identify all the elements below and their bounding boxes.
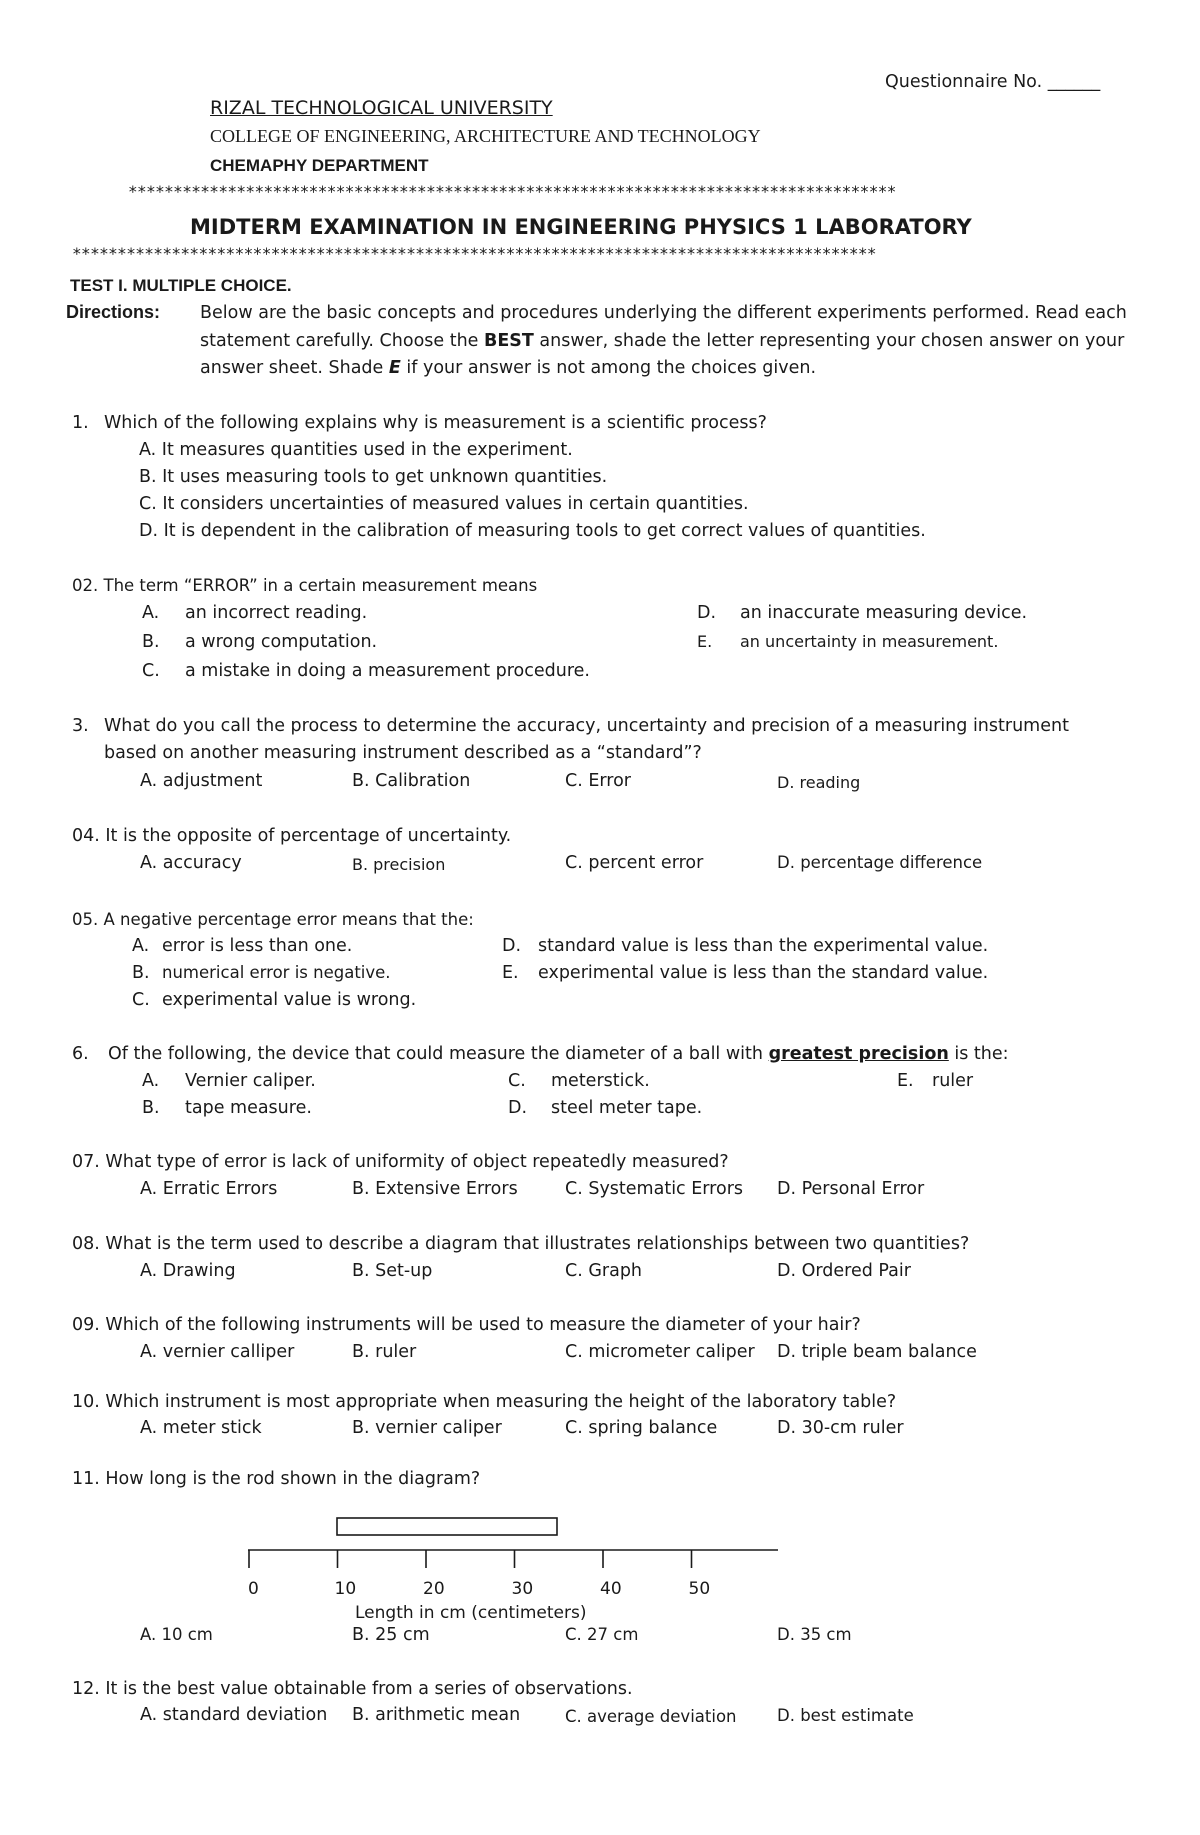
option-a: A. meter stick xyxy=(140,1418,262,1438)
option-b: B. vernier caliper xyxy=(352,1418,502,1438)
greatest-precision-emphasis: greatest precision xyxy=(768,1044,949,1064)
ruler-diagram xyxy=(230,1508,790,1628)
option-b: a wrong computation. xyxy=(185,632,378,652)
option-e-letter: E. xyxy=(897,1071,914,1091)
option-c: a mistake in doing a measurement procedure. xyxy=(185,661,590,681)
option-c: C. micrometer caliper xyxy=(565,1342,755,1362)
option-b: B. Extensive Errors xyxy=(352,1179,518,1199)
option-e: ruler xyxy=(932,1071,974,1091)
question-number: 3. xyxy=(72,716,89,736)
option-b: B. Calibration xyxy=(352,771,471,791)
ruler-tick-label: 40 xyxy=(600,1579,622,1599)
option-d: D. percentage difference xyxy=(777,853,983,872)
question-text: 07. What type of error is lack of uniformity of object repeatedly measured? xyxy=(72,1152,729,1172)
option-d: an inaccurate measuring device. xyxy=(740,603,1028,623)
test-heading: TEST I. MULTIPLE CHOICE. xyxy=(70,276,292,295)
option-a: an incorrect reading. xyxy=(185,603,368,623)
questionnaire-number: Questionnaire No. ______ xyxy=(885,72,1101,92)
separator-top: ************************************************************************************* xyxy=(128,182,896,201)
option-b: B. 25 cm xyxy=(352,1625,430,1645)
option-a: error is less than one. xyxy=(162,936,353,956)
option-a-letter: A. xyxy=(142,603,160,623)
university-name: RIZAL TECHNOLOGICAL UNIVERSITY xyxy=(210,97,553,119)
question-text: Which of the following explains why is measurement is a scientific process? xyxy=(104,413,767,433)
question-text: 12. It is the best value obtainable from a series of observations. xyxy=(72,1679,633,1699)
question-number: 1. xyxy=(72,413,89,433)
question-text: 04. It is the opposite of percentage of uncertainty. xyxy=(72,826,512,846)
option-b-letter: B. xyxy=(142,1098,160,1118)
ruler-ticks xyxy=(249,1550,692,1568)
option-a: A. Erratic Errors xyxy=(140,1179,278,1199)
option-c-letter: C. xyxy=(132,990,150,1010)
option-b: B. ruler xyxy=(352,1342,417,1362)
option-e-letter: E. xyxy=(502,963,519,983)
option-c: C. Systematic Errors xyxy=(565,1179,744,1199)
ruler-axis-label: Length in cm (centimeters) xyxy=(355,1603,587,1623)
option-d: D. reading xyxy=(777,773,861,792)
option-d-letter: D. xyxy=(502,936,522,956)
option-b: B. It uses measuring tools to get unknown quantities. xyxy=(139,467,608,487)
option-b: B. precision xyxy=(352,855,446,874)
option-d-letter: D. xyxy=(508,1098,528,1118)
question-text: 10. Which instrument is most appropriate when measuring the height of the laboratory table? xyxy=(72,1392,897,1412)
ruler-tick-label: 50 xyxy=(688,1579,711,1599)
option-e: an uncertainty in measurement. xyxy=(740,632,999,651)
exam-title: MIDTERM EXAMINATION IN ENGINEERING PHYSICS 1 LABORATORY xyxy=(190,215,972,239)
option-b: numerical error is negative. xyxy=(162,963,391,982)
question-text: 11. How long is the rod shown in the diagram? xyxy=(72,1469,481,1489)
option-d: D. Personal Error xyxy=(777,1179,925,1199)
ruler-tick-label: 0 xyxy=(248,1579,259,1599)
option-a: A. accuracy xyxy=(140,853,242,873)
option-b-letter: B. xyxy=(142,632,160,652)
option-d: standard value is less than the experimental value. xyxy=(538,936,989,956)
question-text: 08. What is the term used to describe a diagram that illustrates relationships between two quantities? xyxy=(72,1234,970,1254)
question-text: 05. A negative percentage error means that the: xyxy=(72,910,474,929)
option-b-letter: B. xyxy=(132,963,150,983)
directions-label: Directions: xyxy=(66,302,161,322)
question-text-line-2: based on another measuring instrument described as a “standard”? xyxy=(104,743,702,763)
question-text: Of the following, the device that could measure the diameter of a ball with greatest precision is the: xyxy=(108,1044,1009,1064)
option-d: D. 30-cm ruler xyxy=(777,1418,904,1438)
option-c: C. 27 cm xyxy=(565,1625,639,1644)
directions-best-emphasis: BEST xyxy=(484,330,534,351)
separator-bottom: ***************************************************************************************** xyxy=(72,244,876,263)
option-a-letter: A. xyxy=(132,936,150,956)
option-b: B. Set-up xyxy=(352,1261,433,1281)
ruler-tick-label: 30 xyxy=(511,1579,534,1599)
question-number: 6. xyxy=(72,1044,89,1064)
option-c-letter: C. xyxy=(142,661,160,681)
option-a-letter: A. xyxy=(142,1071,160,1091)
option-c: C. spring balance xyxy=(565,1418,718,1438)
option-e-letter: E. xyxy=(697,632,713,651)
department-name: CHEMAPHY DEPARTMENT xyxy=(210,156,429,175)
option-c: experimental value is wrong. xyxy=(162,990,417,1010)
option-d-letter: D. xyxy=(697,603,717,623)
option-d: D. triple beam balance xyxy=(777,1342,977,1362)
option-d: D. It is dependent in the calibration of measuring tools to get correct values of quantities. xyxy=(139,521,926,541)
ruler-tick-label: 20 xyxy=(423,1579,445,1599)
option-b: B. arithmetic mean xyxy=(352,1705,521,1725)
option-a: Vernier caliper. xyxy=(185,1071,316,1091)
question-text-line-1: What do you call the process to determine the accuracy, uncertainty and precision of a measuring instrument xyxy=(104,716,1069,736)
option-a: A. vernier calliper xyxy=(140,1342,295,1362)
option-c: C. Graph xyxy=(565,1261,643,1281)
option-c: C. It considers uncertainties of measured values in certain quantities. xyxy=(139,494,749,514)
college-name: COLLEGE OF ENGINEERING, ARCHITECTURE AND TECHNOLOGY xyxy=(210,126,761,146)
option-c: meterstick. xyxy=(551,1071,650,1091)
directions-text: Below are the basic concepts and procedures underlying the different experiments performed. Read each statement carefully. Choose the BEST answer, shade the letter representing your chosen answer on your answer sheet. Shade E if your answer is not among the choices given. xyxy=(200,303,1127,378)
rod xyxy=(337,1518,557,1535)
option-e: experimental value is less than the standard value. xyxy=(538,963,989,983)
directions-e-emphasis: E xyxy=(388,358,401,378)
option-d: D. 35 cm xyxy=(777,1625,852,1644)
option-d: D. best estimate xyxy=(777,1706,914,1725)
option-a: A. adjustment xyxy=(140,771,263,791)
option-c: C. percent error xyxy=(565,853,704,873)
option-b: tape measure. xyxy=(185,1098,312,1118)
option-c-letter: C. xyxy=(508,1071,526,1091)
question-text: 02. The term “ERROR” in a certain measurement means xyxy=(72,576,538,595)
ruler-tick-labels xyxy=(248,1579,710,1599)
option-c: C. Error xyxy=(565,771,632,791)
ruler-tick-label: 10 xyxy=(334,1579,357,1599)
option-a: A. 10 cm xyxy=(140,1625,213,1644)
option-d: D. Ordered Pair xyxy=(777,1261,911,1281)
option-c: C. average deviation xyxy=(565,1707,737,1726)
option-a: A. standard deviation xyxy=(140,1705,328,1725)
question-text: 09. Which of the following instruments will be used to measure the diameter of your hair? xyxy=(72,1315,861,1335)
option-a: A. Drawing xyxy=(140,1261,236,1281)
option-a: A. It measures quantities used in the experiment. xyxy=(139,440,573,460)
option-d: steel meter tape. xyxy=(551,1098,703,1118)
